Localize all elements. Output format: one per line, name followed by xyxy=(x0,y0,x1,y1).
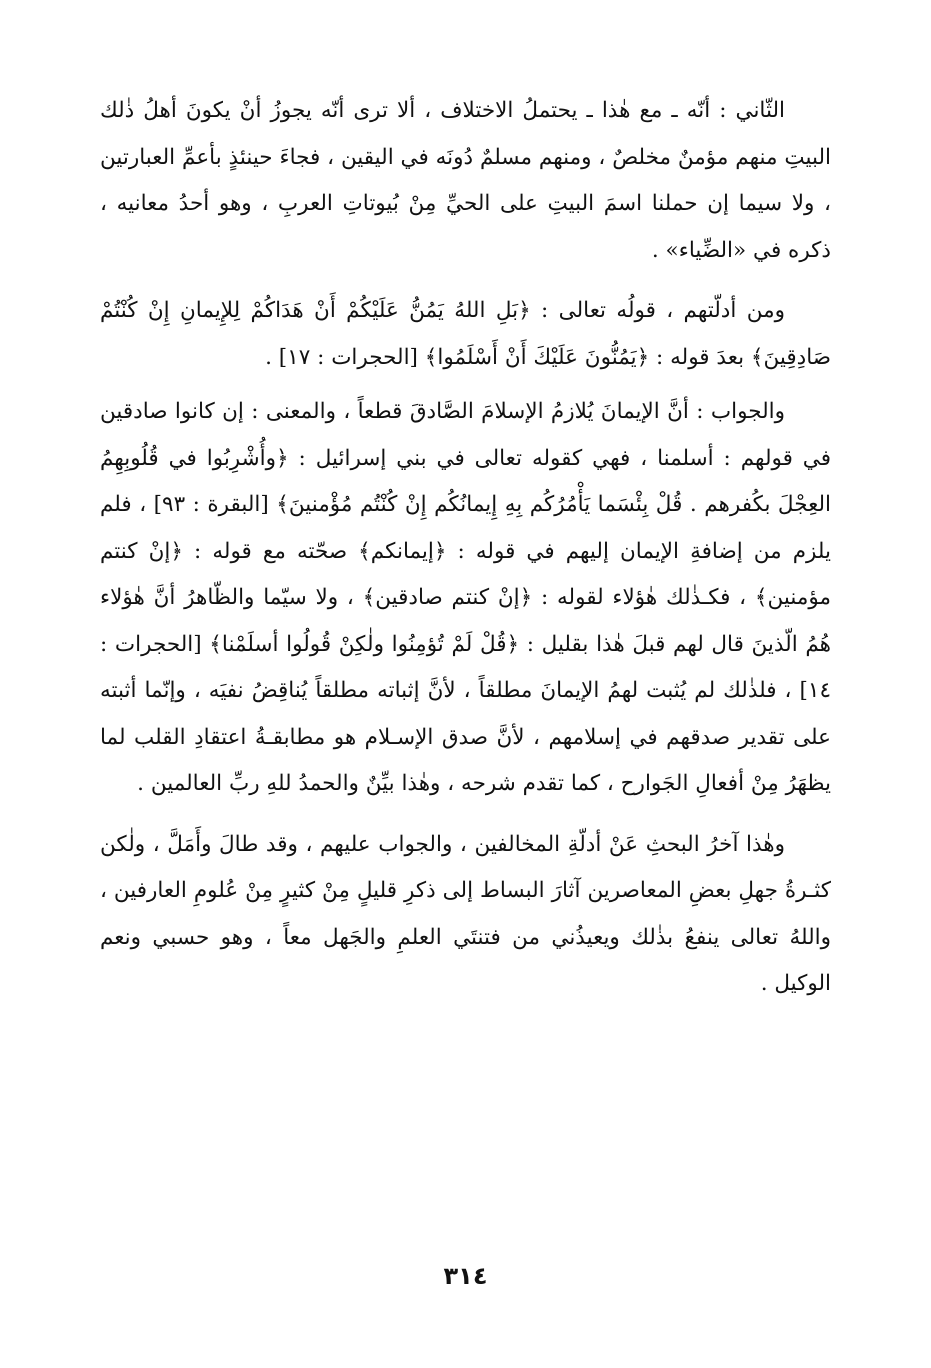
page-body xyxy=(100,88,831,1008)
page-number: ٣١٤ xyxy=(443,1262,488,1290)
paragraph-answer: والجواب : أنَّ الإيمانَ يُلازمُ الإسلامَ الصَّادقَ قطعاً ، والمعنى : إن كانوا صادقين في قولهم : أسلمنا ، فهي كقوله تعالى في بني إسرائيل : ﴿وأُشْرِبُوا في قُلُوبِهِمُ العِجْلَ بكُفرهم . قُلْ بِئْسَما يَأْمُرُكُم بِهِ إِيمانُكُم إِنْ كُنْتُم مُؤْمنينَ﴾ [البقرة : ٩٣] ، فلم يلزم من إضافةِ الإيمان إليهم في قوله : ﴿إيمانكم﴾ صحّته مع قوله : ﴿إنْ كنتم مؤمنين﴾ ، فكـذٰلك هٰؤلاء لقوله : ﴿إنْ كنتم صادقين﴾ ، ولا سيّما والظّاهرُ أنَّ هٰؤلاء هُمُ الّذينَ قال لهم قبلَ هٰذا بقليل : ﴿قُلْ لَمْ تُؤمِنُوا ولٰكِنْ قُولُوا أسلَمْنا﴾ [الحجرات : ١٤] ، فلذٰلك لم يُثبت لهمُ الإيمانَ مطلقاً ، لأنَّ إثباته مطلقاً يُناقِضُ نفيَه ، وإنّما أثبته على تقدير صدقهم في إسلامهم ، لأنَّ صدق الإسـلام هو مطابقـةُ اعتقادِ القلب لما يظهَرُ مِنْ أفعالِ الجَوارح ، كما تقدم شرحه ، وهٰذا بيِّنٌ والحمدُ للهِ ربِّ العالمين . xyxy=(100,399,831,796)
paragraph-evidence-verse: ومن أدلّتهم ، قولُه تعالى : ﴿بَلِ اللهُ يَمُنُّ عَلَيْكُمْ أَنْ هَدَاكُمْ لِلإِيمانِ إِنْ كُنْتُمْ صَادِقِينَ﴾ بعدَ قوله : ﴿يَمُنُّونَ عَلَيْكَ أَنْ أَسْلَمُوا﴾ [الحجرات : ١٧] . xyxy=(100,298,831,370)
paragraph-second-point: الثّاني : أنّه ـ مع هٰذا ـ يحتملُ الاختلاف ، ألا ترى أنّه يجوزُ أنْ يكونَ أهلُ ذٰلك البيتِ منهم مؤمنٌ مخلصٌ ، ومنهم مسلمٌ دُونَه في اليقين ، فجاءَ حينئذٍ بأعمِّ العبارتين ، ولا سيما إن حملنا اسمَ البيتِ على الحيِّ مِنْ بُيوتاتِ العربِ ، وهو أحدُ معانيه ، ذكره في «الضِّياء» . xyxy=(100,98,831,263)
paragraph-conclusion: وهٰذا آخرُ البحثِ عَنْ أدلّةِ المخالفين ، والجواب عليهم ، وقد طالَ وأَمَلَّ ، ولٰكن كثـرةُ جهلِ بعضِ المعاصرين آثارَ البساط إلى ذكرِ قليلٍ مِنْ كثيرٍ مِنْ عُلومِ العارفين ، واللهُ تعالى ينفعُ بذٰلك ويعيذُني من فتنتَي العلمِ والجَهل معاً ، وهو حسبي ونعم الوكيل . xyxy=(100,831,831,996)
